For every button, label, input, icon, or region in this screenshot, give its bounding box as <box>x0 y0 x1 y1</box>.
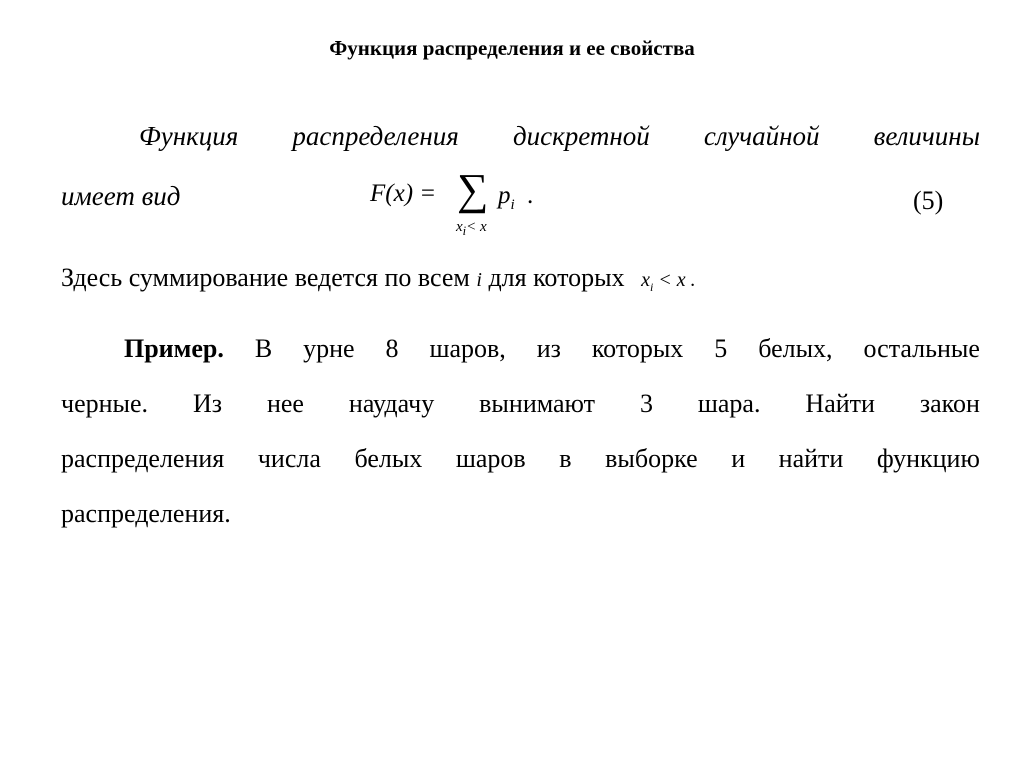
intro-line-2: имеет вид <box>61 181 181 211</box>
example-word: из <box>536 334 561 363</box>
example-word: 5 <box>714 334 728 363</box>
example-label: Пример. <box>124 334 224 363</box>
example-word: шаров, <box>429 334 506 363</box>
example-word: выборке <box>605 444 698 473</box>
note-text-2: для которых <box>488 263 625 292</box>
intro-paragraph <box>61 116 980 156</box>
example-word: шара. <box>697 389 761 418</box>
example-word: наудачу <box>348 389 435 418</box>
example-word: урне <box>303 334 355 363</box>
condition-rest: < x . <box>653 269 696 291</box>
summation-note <box>61 263 696 295</box>
example-word: найти <box>778 444 844 473</box>
example-word: черные. <box>61 389 149 418</box>
example-word: закон <box>919 389 980 418</box>
example-word: и <box>731 444 746 473</box>
example-word: функцию <box>876 444 980 473</box>
example-paragraph <box>61 321 980 541</box>
example-word: остальные <box>863 334 980 363</box>
limit-subscript: i <box>462 224 467 238</box>
intro-line-1 <box>61 116 980 156</box>
intro-word: дискретной <box>512 121 650 151</box>
example-word: в <box>559 444 572 473</box>
page-title: Функция распределения и ее свойства <box>329 36 695 60</box>
intro-word: распределения <box>292 121 459 151</box>
intro-word: случайной <box>703 121 820 151</box>
formula-period: . <box>527 182 534 209</box>
example-word: белых, <box>758 334 833 363</box>
example-word: Найти <box>805 389 875 418</box>
sum-symbol: ∑ <box>457 165 489 214</box>
example-word: вынимают <box>479 389 595 418</box>
example-word: Из <box>192 389 223 418</box>
sum-limits <box>456 219 487 239</box>
note-text-1: Здесь суммирование ведется по всем <box>61 263 470 292</box>
example-word: распределения <box>61 444 225 473</box>
example-word: числа <box>257 444 321 473</box>
example-word: белых <box>354 444 423 473</box>
example-word: распределения. <box>61 499 231 528</box>
example-word: 3 <box>639 389 653 418</box>
example-line-2 <box>61 376 980 431</box>
term-subscript: i <box>510 197 515 213</box>
term-letter: p <box>498 182 511 209</box>
condition-subscript: i <box>649 280 654 294</box>
intro-word: величины <box>873 121 980 151</box>
formula-term <box>498 182 515 214</box>
example-line-3 <box>61 431 980 486</box>
condition-var: x <box>641 269 650 291</box>
formula-lhs: F(x) = <box>370 180 437 207</box>
example-line-1 <box>61 321 980 376</box>
equation-number: (5) <box>913 186 944 215</box>
example-word: 8 <box>385 334 399 363</box>
limit-condition: < x <box>466 219 487 235</box>
note-condition <box>641 269 696 294</box>
example-word: В <box>254 334 273 363</box>
example-word: нее <box>266 389 304 418</box>
example-word: шаров <box>455 444 526 473</box>
intro-word: Функция <box>139 121 239 151</box>
example-word: которых <box>591 334 684 363</box>
example-line-4 <box>61 486 980 541</box>
note-var-i: i <box>476 269 482 291</box>
limit-var: x <box>456 219 463 235</box>
